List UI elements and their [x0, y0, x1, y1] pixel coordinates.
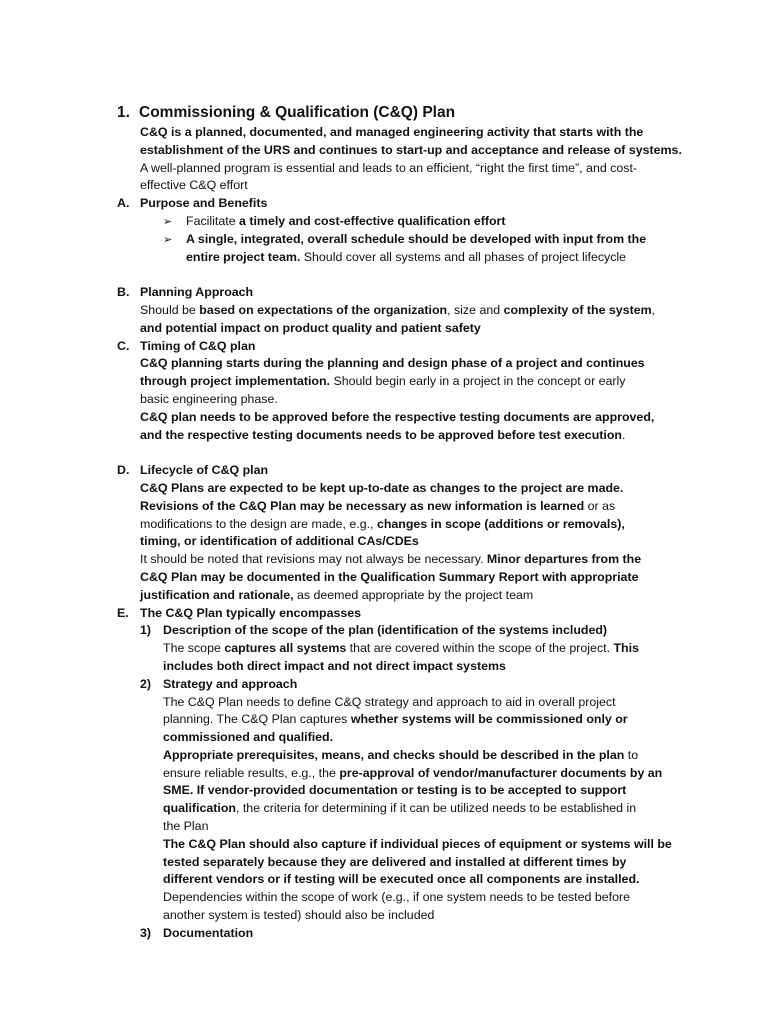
text: Should be: [140, 302, 200, 317]
bold-text: C&Q Plans are expected to be kept up-to-date as changes to the project are made.: [140, 480, 624, 495]
text-line: [117, 640, 737, 658]
text-line: [117, 124, 737, 142]
text: as deemed appropriate by the project team: [293, 587, 534, 602]
section-label: B.: [117, 285, 130, 300]
text: Dependencies within the scope of work (e.g., if one system needs to be tested before: [163, 890, 630, 905]
bold-text: Documentation: [163, 925, 254, 940]
text-line: [117, 747, 737, 765]
arrow-bullet-icon: ➢: [163, 232, 173, 246]
text: .: [621, 427, 626, 442]
text-line: [117, 516, 737, 534]
text: The C&Q Plan needs to define C&Q strategy and approach to aid in overall project: [163, 694, 616, 709]
text-line: [117, 854, 737, 872]
text-line: [117, 320, 737, 338]
section-label: D.: [117, 463, 130, 478]
text: effective C&Q effort: [140, 178, 248, 193]
bold-text: commissioned and qualified.: [163, 730, 334, 745]
bold-text: C&Q planning starts during the planning and design phase of a project and continues: [140, 356, 645, 371]
text-line: [117, 765, 737, 783]
text: basic engineering phase.: [140, 391, 278, 406]
text-line: [117, 907, 737, 925]
text: A well-planned program is essential and leads to an efficient, “right the first time”, and cost-: [140, 160, 638, 175]
bold-text: changes in scope (additions or removals),: [376, 516, 625, 531]
text-line: [117, 373, 737, 391]
text: the Plan: [163, 819, 209, 834]
text: Should begin early in a project in the concept or early: [330, 374, 626, 389]
bold-text: pre-approval of vendor/manufacturer documents by an: [339, 765, 663, 780]
bold-text: captures all systems: [224, 641, 347, 656]
bold-text: Strategy and approach: [163, 676, 298, 691]
text-line: [117, 462, 737, 480]
text-line: [117, 480, 737, 498]
text: , size and: [447, 302, 504, 317]
bold-text: qualification: [163, 801, 236, 816]
bold-text: tested separately because they are delivered and installed at different times by: [163, 854, 627, 869]
text: Facilitate: [186, 213, 240, 228]
bold-text: complexity of the system: [503, 302, 652, 317]
text: or as: [584, 498, 616, 513]
text-line: [117, 818, 737, 836]
bold-text: Minor departures from the: [486, 552, 642, 567]
bold-text: Appropriate prerequisites, means, and checks should be described in the plan: [163, 747, 625, 762]
section-label: A.: [117, 196, 130, 211]
text-line: [117, 871, 737, 889]
text-line: [117, 800, 737, 818]
text-line: [117, 551, 737, 569]
text: to: [624, 747, 639, 762]
document-body: [117, 124, 737, 943]
text-line: [117, 836, 737, 854]
bold-text: This: [613, 641, 639, 656]
bold-text: through project implementation.: [140, 374, 330, 389]
bold-text: justification and rationale,: [140, 587, 294, 602]
text-line: [117, 355, 737, 373]
text: ensure reliable results, e.g., the: [163, 765, 340, 780]
text-line: [117, 142, 737, 160]
text-line: [117, 729, 737, 747]
section-label: E.: [117, 605, 129, 620]
text: modifications to the design are made, e.g.,: [140, 516, 377, 531]
bold-text: Timing of C&Q plan: [140, 338, 256, 353]
bold-text: SME. If vendor-provided documentation or testing is to be accepted to support: [163, 783, 627, 798]
text-line: [117, 213, 737, 231]
bold-text: includes both direct impact and not direct impact systems: [163, 658, 506, 673]
bold-text: entire project team.: [186, 249, 301, 264]
text: that are covered within the scope of the project.: [346, 641, 614, 656]
bold-text: and potential impact on product quality and patient safety: [140, 320, 481, 335]
text-line: [117, 605, 737, 623]
arrow-bullet-icon: ➢: [163, 214, 173, 228]
section-number: 1.: [117, 104, 130, 121]
bold-text: C&Q plan needs to be approved before the respective testing documents are approved,: [140, 409, 655, 424]
text-line: [117, 498, 737, 516]
bold-text: A single, integrated, overall schedule should be developed with input from the: [186, 231, 647, 246]
text: It should be noted that revisions may not always be necessary.: [140, 552, 487, 567]
text-line: [117, 177, 737, 195]
bold-text: and the respective testing documents needs to be approved before test execution: [140, 427, 622, 442]
section-title: Commissioning & Qualification (C&Q) Plan: [139, 104, 456, 121]
text-line: [117, 889, 737, 907]
bold-text: Description of the scope of the plan (identification of the systems included): [163, 623, 608, 638]
text-line: [117, 231, 737, 249]
text-line: [117, 195, 737, 213]
text: The scope: [163, 641, 225, 656]
text-line: [117, 302, 737, 320]
text: Should cover all systems and all phases of project lifecycle: [300, 249, 627, 264]
section-label: C.: [117, 338, 130, 353]
bold-text: C&Q Plan may be documented in the Qualification Summary Report with appropriate: [140, 569, 639, 584]
text-line: [117, 925, 737, 943]
bold-text: different vendors or if testing will be executed once all components are installed.: [163, 872, 640, 887]
text-line: [117, 249, 737, 267]
section-heading: [117, 103, 455, 123]
bold-text: timing, or identification of additional CAs/CDEs: [140, 534, 419, 549]
text-line: [117, 676, 737, 694]
text-line: [117, 284, 737, 302]
bold-text: The C&Q Plan should also capture if individual pieces of equipment or systems will be: [163, 836, 672, 851]
blank-line: [117, 266, 737, 284]
bold-text: whether systems will be commissioned only or: [350, 712, 628, 727]
bold-text: The C&Q Plan typically encompasses: [140, 605, 362, 620]
text-line: [117, 658, 737, 676]
bold-text: Lifecycle of C&Q plan: [140, 463, 269, 478]
text-line: [117, 160, 737, 178]
text-line: [117, 427, 737, 445]
text: , the criteria for determining if it can be utilized needs to be established in: [235, 801, 637, 816]
bold-text: based on expectations of the organization: [199, 302, 448, 317]
blank-line: [117, 444, 737, 462]
text-line: [117, 711, 737, 729]
bold-text: establishment of the URS and continues to start-up and acceptance and release of systems.: [140, 142, 682, 157]
text-line: [117, 694, 737, 712]
list-number: 1): [140, 623, 152, 638]
list-number: 2): [140, 676, 152, 691]
text-line: [117, 409, 737, 427]
text: ,: [651, 302, 656, 317]
bold-text: a timely and cost-effective qualification effort: [239, 213, 506, 228]
text: another system is tested) should also be included: [163, 908, 435, 923]
text-line: [117, 569, 737, 587]
text: planning. The C&Q Plan captures: [163, 712, 351, 727]
text-line: [117, 338, 737, 356]
text-line: [117, 391, 737, 409]
text-line: [117, 587, 737, 605]
bold-text: Revisions of the C&Q Plan may be necessary as new information is learned: [140, 498, 585, 513]
bold-text: Planning Approach: [140, 285, 254, 300]
text-line: [117, 782, 737, 800]
bold-text: C&Q is a planned, documented, and managed engineering activity that starts with the: [140, 125, 644, 139]
bold-text: Purpose and Benefits: [140, 196, 268, 211]
list-number: 3): [140, 925, 152, 940]
text-line: [117, 622, 737, 640]
text-line: [117, 533, 737, 551]
